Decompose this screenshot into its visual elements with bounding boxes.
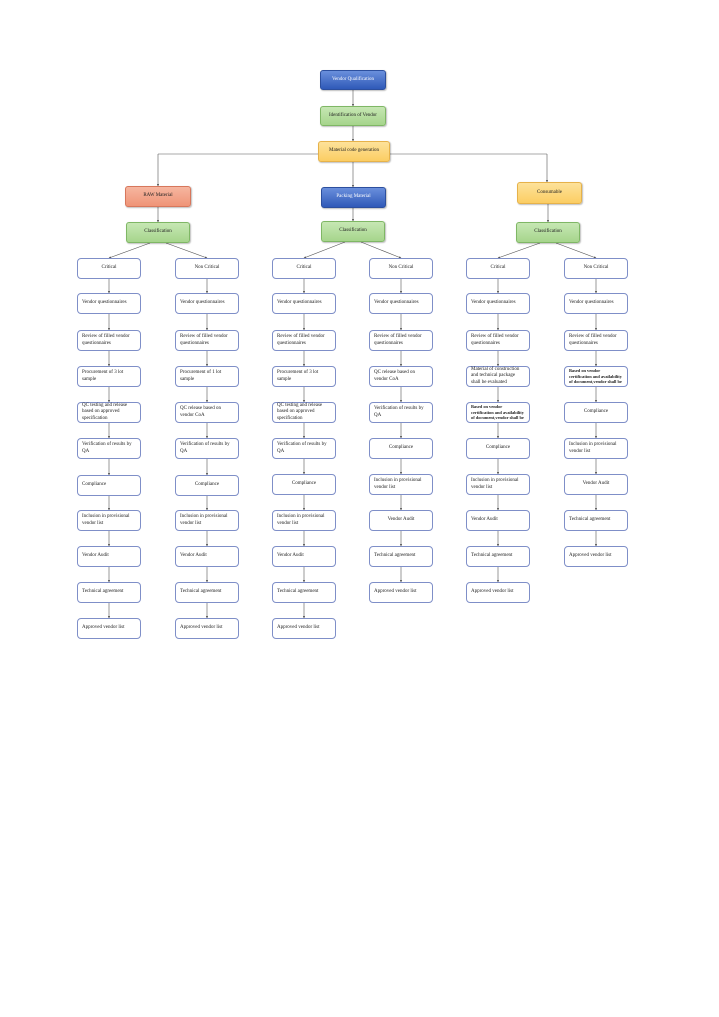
consumable-critical-step-8-label: Vendor Audit — [471, 517, 498, 523]
raw-noncritical-step-6 — [175, 438, 239, 459]
consumable-node — [517, 182, 582, 204]
raw-critical-step-6-label: Verification of results by QA — [82, 442, 132, 454]
consumable-noncritical-step-9-label: Approved vendor list — [569, 553, 612, 559]
consumable-noncritical-step-8-label: Technical agreement — [569, 517, 611, 523]
consumable-noncritical-step-7 — [564, 474, 628, 495]
consumable-critical-step-4 — [466, 366, 530, 387]
raw-critical-step-4-label: Procurement of 3 lot sample — [82, 370, 124, 382]
consumable-noncritical-step-3 — [564, 330, 628, 351]
raw-classification-node — [126, 222, 190, 243]
packing-noncritical-step-8 — [369, 510, 433, 531]
packing-noncritical-step-1-label: Non Critical — [388, 265, 414, 271]
packing-critical-step-6 — [272, 438, 336, 459]
packing-classification-node — [321, 221, 385, 242]
consumable-critical-step-2 — [466, 293, 530, 314]
consumable-noncritical-step-5 — [564, 402, 628, 423]
consumable-critical-step-5 — [466, 402, 530, 423]
raw-noncritical-step-2-label: Vendor questionnaires — [180, 300, 225, 306]
vendor-qualification-label: Vendor Qualification — [331, 76, 375, 82]
raw-critical-step-6 — [77, 438, 141, 459]
packing-critical-step-5-label: QC testing and release based on approved specification — [277, 403, 323, 421]
raw-critical-step-8 — [77, 510, 141, 531]
raw-noncritical-step-2 — [175, 293, 239, 314]
raw-critical-step-5-label: QC testing and release based on approved specification — [82, 403, 128, 421]
connector-arrow — [109, 243, 150, 258]
raw-material-node — [125, 186, 191, 207]
packing-noncritical-step-3-label: Review of filled vendor questionnaires — [374, 334, 422, 346]
raw-noncritical-step-9 — [175, 546, 239, 567]
packing-critical-step-6-label: Verification of results by QA — [277, 442, 327, 454]
raw-noncritical-step-10 — [175, 582, 239, 603]
consumable-noncritical-step-2-label: Vendor questionnaires — [569, 300, 614, 306]
packing-critical-step-2-label: Vendor questionnaires — [277, 300, 322, 306]
consumable-classification-node — [516, 222, 580, 243]
packing-noncritical-step-7 — [369, 474, 433, 495]
raw-classification-label: Classification — [144, 229, 172, 235]
packing-critical-step-7 — [272, 474, 336, 495]
consumable-noncritical-step-6-label: Inclusion in provisional vendor list — [569, 442, 617, 454]
packing-noncritical-step-6 — [369, 438, 433, 459]
packing-classification-label: Classification — [339, 228, 367, 234]
raw-noncritical-step-8 — [175, 510, 239, 531]
packing-critical-step-8-label: Inclusion in provisional vendor list — [277, 514, 325, 526]
raw-critical-step-1-label: Critical — [101, 265, 117, 271]
consumable-noncritical-step-4 — [564, 366, 628, 387]
raw-critical-step-9-label: Vendor Audit — [82, 553, 109, 559]
consumable-noncritical-step-9 — [564, 546, 628, 567]
packing-noncritical-step-4 — [369, 366, 433, 387]
consumable-critical-step-9-label: Technical agreement — [471, 553, 513, 559]
packing-critical-step-4 — [272, 366, 336, 387]
raw-critical-step-7-label: Compliance — [82, 482, 107, 488]
consumable-critical-step-10-label: Approved vendor list — [471, 589, 514, 595]
consumable-noncritical-step-6 — [564, 438, 628, 459]
consumable-noncritical-step-7-label: Vendor Audit — [582, 481, 610, 487]
consumable-critical-step-6 — [466, 438, 530, 459]
raw-critical-step-4 — [77, 366, 141, 387]
identification-of-vendor-label: Identification of Vendor — [329, 112, 377, 118]
consumable-critical-step-10 — [466, 582, 530, 603]
raw-critical-step-9 — [77, 546, 141, 567]
packing-critical-step-10-label: Technical agreement — [277, 589, 319, 595]
raw-noncritical-step-7-label: Compliance — [194, 482, 220, 488]
packing-critical-step-3-label: Review of filled vendor questionnaires — [277, 334, 325, 346]
raw-noncritical-step-4-label: Procurement of 1 lot sample — [180, 370, 222, 382]
raw-critical-step-10 — [77, 582, 141, 603]
packing-critical-step-11-label: Approved vendor list — [277, 625, 320, 631]
packing-noncritical-step-10-label: Approved vendor list — [374, 589, 417, 595]
consumable-noncritical-step-5-label: Compliance — [583, 409, 609, 415]
consumable-critical-step-5-label: Based on vendor certification and availability of document,vendor shall be — [471, 404, 524, 421]
consumable-noncritical-step-1-label: Non Critical — [583, 265, 609, 271]
packing-critical-step-1 — [272, 258, 336, 279]
packing-noncritical-step-9 — [369, 546, 433, 567]
raw-material-label: RAW Material — [143, 193, 173, 199]
raw-noncritical-step-10-label: Technical agreement — [180, 589, 222, 595]
raw-critical-step-2-label: Vendor questionnaires — [82, 300, 127, 306]
raw-critical-step-11 — [77, 618, 141, 639]
raw-noncritical-step-11-label: Approved vendor list — [180, 625, 223, 631]
consumable-noncritical-step-4-label: Based on vendor certification and availability of document,vendor shall be — [569, 368, 622, 385]
consumable-critical-step-7 — [466, 474, 530, 495]
packing-material-label: Packing Material — [336, 194, 371, 200]
raw-noncritical-step-11 — [175, 618, 239, 639]
raw-noncritical-step-1 — [175, 258, 239, 279]
consumable-noncritical-step-8 — [564, 510, 628, 531]
consumable-critical-step-1-label: Critical — [490, 265, 506, 271]
raw-critical-step-11-label: Approved vendor list — [82, 625, 125, 631]
raw-critical-step-7 — [77, 475, 141, 496]
packing-noncritical-step-6-label: Compliance — [388, 445, 414, 451]
consumable-noncritical-step-3-label: Review of filled vendor questionnaires — [569, 334, 617, 346]
connector-arrow — [361, 242, 401, 258]
consumable-critical-step-3-label: Review of filled vendor questionnaires — [471, 334, 519, 346]
raw-noncritical-step-7 — [175, 475, 239, 496]
connector-arrow — [556, 243, 596, 258]
packing-material-node — [321, 187, 386, 208]
raw-critical-step-1 — [77, 258, 141, 279]
consumable-critical-step-8 — [466, 510, 530, 531]
packing-noncritical-step-10 — [369, 582, 433, 603]
packing-noncritical-step-2 — [369, 293, 433, 314]
packing-noncritical-step-7-label: Inclusion in provisional vendor list — [374, 478, 422, 490]
consumable-critical-step-6-label: Compliance — [485, 445, 511, 451]
raw-noncritical-step-1-label: Non Critical — [194, 265, 220, 271]
identification-of-vendor-node — [320, 106, 386, 126]
raw-critical-step-3 — [77, 330, 141, 351]
consumable-noncritical-step-1 — [564, 258, 628, 279]
raw-noncritical-step-9-label: Vendor Audit — [180, 553, 207, 559]
raw-critical-step-10-label: Technical agreement — [82, 589, 124, 595]
packing-critical-step-11 — [272, 618, 336, 639]
consumable-critical-step-2-label: Vendor questionnaires — [471, 300, 516, 306]
material-code-generation-label: Material code generation — [329, 148, 379, 154]
connector-arrow — [166, 243, 207, 258]
consumable-critical-step-3 — [466, 330, 530, 351]
raw-noncritical-step-3-label: Review of filled vendor questionnaires — [180, 334, 228, 346]
packing-noncritical-step-8-label: Vendor Audit — [387, 517, 415, 523]
packing-critical-step-7-label: Compliance — [291, 481, 317, 487]
raw-critical-step-2 — [77, 293, 141, 314]
packing-noncritical-step-9-label: Technical agreement — [374, 553, 416, 559]
packing-noncritical-step-1 — [369, 258, 433, 279]
packing-critical-step-2 — [272, 293, 336, 314]
packing-critical-step-5 — [272, 402, 336, 423]
raw-critical-step-3-label: Review of filled vendor questionnaires — [82, 334, 130, 346]
packing-critical-step-8 — [272, 510, 336, 531]
connector-arrow — [498, 243, 540, 258]
packing-critical-step-10 — [272, 582, 336, 603]
raw-noncritical-step-3 — [175, 330, 239, 351]
raw-noncritical-step-8-label: Inclusion in provisional vendor list — [180, 514, 228, 526]
packing-noncritical-step-5 — [369, 402, 433, 423]
consumable-critical-step-9 — [466, 546, 530, 567]
raw-critical-step-5 — [77, 402, 141, 423]
packing-noncritical-step-3 — [369, 330, 433, 351]
consumable-critical-step-4-label: Material of construction and technical package shall be evaluated — [471, 367, 520, 385]
raw-noncritical-step-4 — [175, 366, 239, 387]
raw-noncritical-step-5 — [175, 402, 239, 423]
packing-noncritical-step-5-label: Verification of results by QA — [374, 406, 424, 418]
consumable-critical-step-7-label: Inclusion in provisional vendor list — [471, 478, 519, 490]
packing-critical-step-4-label: Procurement of 3 lot sample — [277, 370, 319, 382]
packing-noncritical-step-4-label: QC release based on vendor CoA — [374, 370, 415, 382]
material-code-generation-node — [318, 141, 390, 162]
raw-noncritical-step-5-label: QC release based on vendor CoA — [180, 406, 221, 418]
consumable-classification-label: Classification — [534, 229, 562, 235]
packing-noncritical-step-2-label: Vendor questionnaires — [374, 300, 419, 306]
raw-critical-step-8-label: Inclusion in provisional vendor list — [82, 514, 130, 526]
consumable-label: Consumable — [537, 189, 562, 195]
packing-critical-step-9-label: Vendor Audit — [277, 553, 304, 559]
vendor-qualification-node — [320, 70, 386, 90]
packing-critical-step-9 — [272, 546, 336, 567]
packing-critical-step-3 — [272, 330, 336, 351]
consumable-critical-step-1 — [466, 258, 530, 279]
consumable-noncritical-step-2 — [564, 293, 628, 314]
raw-noncritical-step-6-label: Verification of results by QA — [180, 442, 230, 454]
packing-critical-step-1-label: Critical — [296, 265, 312, 271]
connector-arrow — [304, 242, 345, 258]
